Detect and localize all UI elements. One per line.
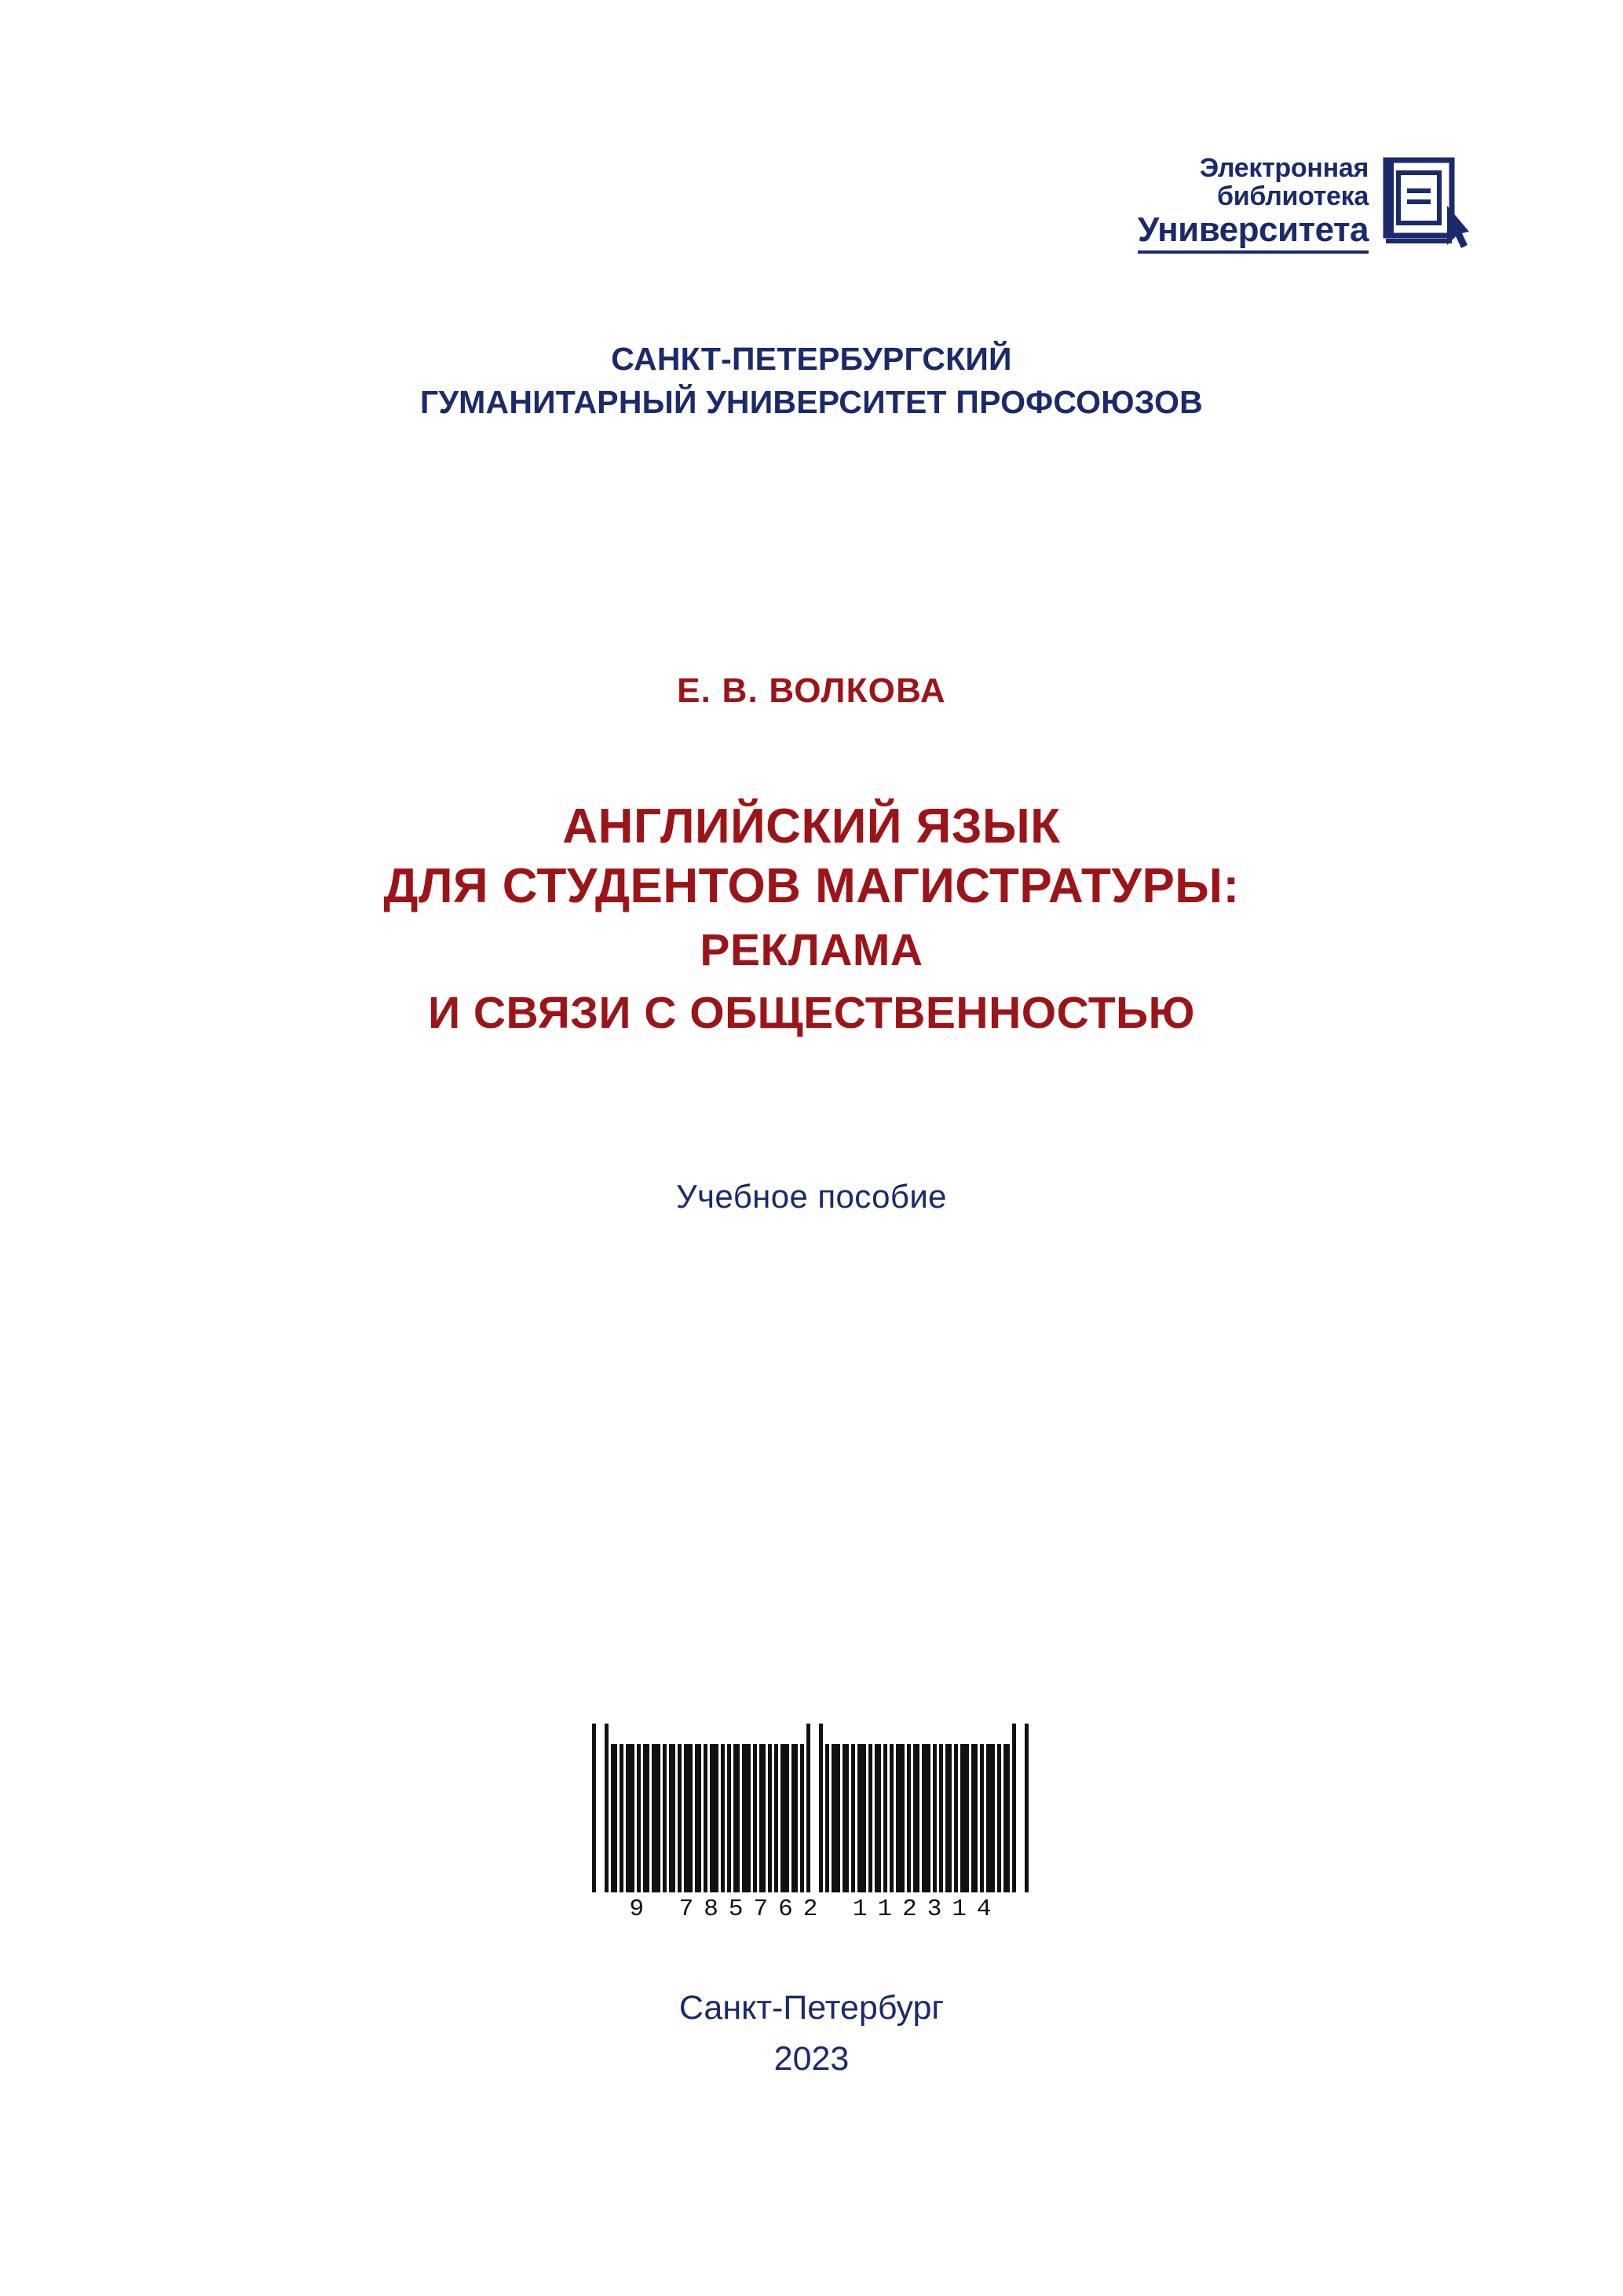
author-name: Е. В. ВОЛКОВА [677,671,946,710]
title-line-1: АНГЛИЙСКИЙ ЯЗЫК [562,799,1061,854]
book-with-cursor-icon [1381,157,1469,251]
barcode-bars [592,1724,1031,1892]
book-subtitle: Учебное пособие [676,1178,947,1215]
imprint [0,1983,1623,2084]
imprint-city: Санкт-Петербург [678,1989,945,2027]
isbn-barcode [0,1724,1623,1923]
title-line-4: И СВЯЗИ С ОБЩЕСТВЕННОСТЬЮ [428,987,1195,1038]
logo-line-2: библиотека [1217,181,1369,212]
imprint-year: 2023 [773,2039,850,2078]
logo-line-3: Университета [1138,212,1369,254]
university-line-2: ГУМАНИТАРНЫЙ УНИВЕРСИТЕТ ПРОФСОЮЗОВ [420,383,1203,420]
university-name [0,338,1623,423]
barcode-digits: 9 785762 112314 [629,1896,1002,1923]
logo-line-1: Электронная [1199,153,1369,183]
title-line-3: РЕКЛАМА [700,925,923,976]
title-line-2: ДЛЯ СТУДЕНТОВ МАГИСТРАТУРЫ: [383,858,1240,913]
book-title [0,797,1623,1040]
logo-text [1138,154,1369,254]
university-line-1: САНКТ-ПЕТЕРБУРГСКИЙ [611,341,1012,377]
electronic-library-logo [1138,154,1469,254]
